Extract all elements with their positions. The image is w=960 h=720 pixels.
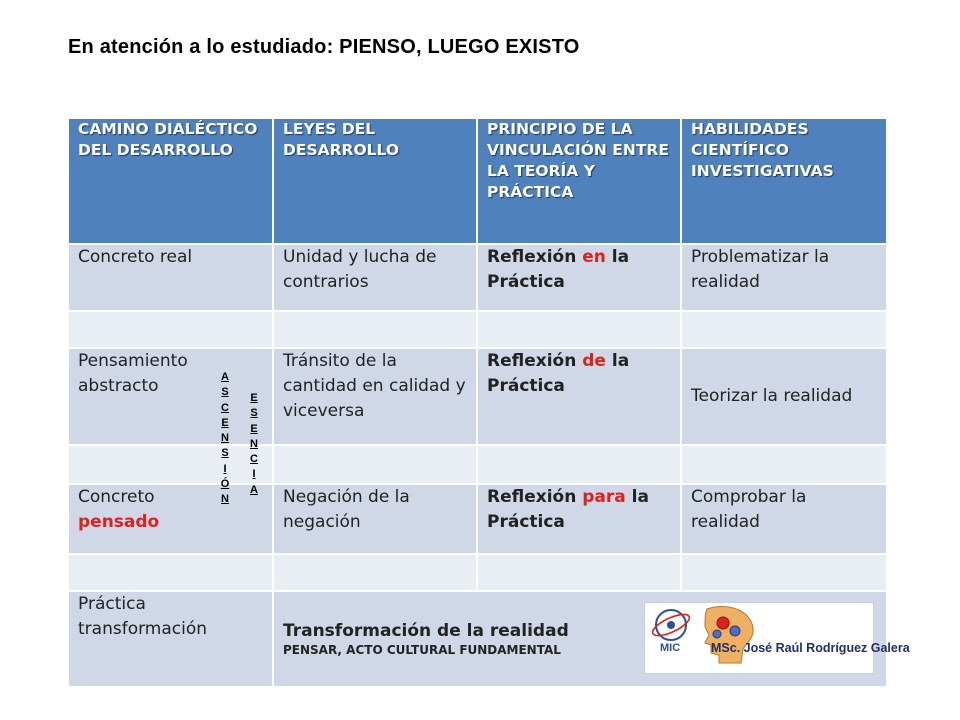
gear-icon: [717, 617, 729, 629]
cell-habilidad: Comprobar la realidad: [681, 484, 887, 554]
vertical-letter: E: [221, 416, 229, 429]
concreto-text: Concreto: [78, 487, 155, 507]
logo-graphic: [645, 603, 875, 675]
practica-text: la Práctica: [487, 351, 630, 396]
preposition-text: para: [582, 487, 626, 507]
vertical-letter: E: [250, 422, 258, 435]
transformacion-subtitle: PENSAR, ACTO CULTURAL FUNDAMENTAL: [283, 643, 561, 657]
reflexion-text: Reflexión: [487, 487, 583, 507]
cell-camino: [68, 484, 273, 554]
vertical-letter: S: [221, 386, 229, 399]
cell-principio: [477, 348, 681, 445]
cell-leyes: Negación de la negación: [273, 484, 477, 554]
header-cell-camino: CAMINO DIALÉCTICO DEL DESARROLLO: [68, 118, 273, 244]
cell-habilidad: Teorizar la realidad: [681, 348, 887, 445]
cell-habilidad: Problematizar la realidad: [681, 244, 887, 311]
vertical-word-ascension: [219, 370, 231, 508]
reflexion-text: Reflexión: [487, 247, 583, 267]
spacer-row: [68, 554, 887, 591]
preposition-text: de: [582, 351, 606, 371]
header-cell-habilidades: HABILIDADES CIENTÍFICO INVESTIGATIVAS: [681, 118, 887, 244]
vertical-letter: Ó: [220, 478, 230, 491]
table-row: [68, 348, 887, 445]
gear-icon: [730, 626, 740, 636]
pensado-text: pensado: [78, 512, 160, 532]
vertical-letter: A: [221, 371, 229, 383]
vertical-letter: I: [223, 462, 227, 475]
vertical-word-esencia: [248, 391, 260, 498]
vertical-letter: N: [221, 493, 229, 506]
cell-camino: Pensamiento abstracto: [68, 348, 273, 445]
logo-caption: MSc. José Raúl Rodríguez Galera: [711, 641, 910, 655]
page-title: En atención a lo estudiado: PIENSO, LUEGO EXISTO: [68, 36, 580, 58]
spacer-row: [68, 445, 887, 484]
transformacion-title: Transformación de la realidad: [283, 621, 569, 641]
table-header-row: [68, 118, 887, 244]
vertical-letter: C: [221, 401, 229, 414]
cell-camino: Concreto real: [68, 244, 273, 311]
header-cell-leyes: LEYES DEL DESARROLLO: [273, 118, 477, 244]
reflexion-text: Reflexión: [487, 351, 583, 371]
vertical-letter: I: [252, 468, 256, 481]
logo-mark: MIC: [660, 642, 681, 654]
vertical-letter: S: [221, 447, 229, 460]
cell-principio: [477, 484, 681, 554]
author-logo: [644, 602, 910, 674]
vertical-letter: N: [250, 437, 258, 450]
practica-text: la Práctica: [487, 487, 649, 532]
vertical-letter: N: [221, 432, 229, 445]
vertical-letter: E: [250, 392, 258, 404]
cell-leyes: Unidad y lucha de contrarios: [273, 244, 477, 311]
vertical-letter: S: [250, 407, 258, 420]
table-row: [68, 484, 887, 554]
gear-icon: [713, 630, 721, 638]
preposition-text: en: [582, 247, 606, 267]
vertical-letter: C: [250, 453, 258, 466]
table-row: [68, 244, 887, 311]
spacer-row: [68, 311, 887, 348]
cell-principio: [477, 244, 681, 311]
practica-text: la Práctica: [487, 247, 630, 292]
cell-camino: Práctica transformación: [68, 591, 273, 687]
cell-leyes: Tránsito de la cantidad en calidad y viceversa: [273, 348, 477, 445]
header-cell-principio: PRINCIPIO DE LA VINCULACIÓN ENTRE LA TEORÍA Y PRÁCTICA: [477, 118, 681, 244]
vertical-letter: A: [250, 483, 258, 496]
